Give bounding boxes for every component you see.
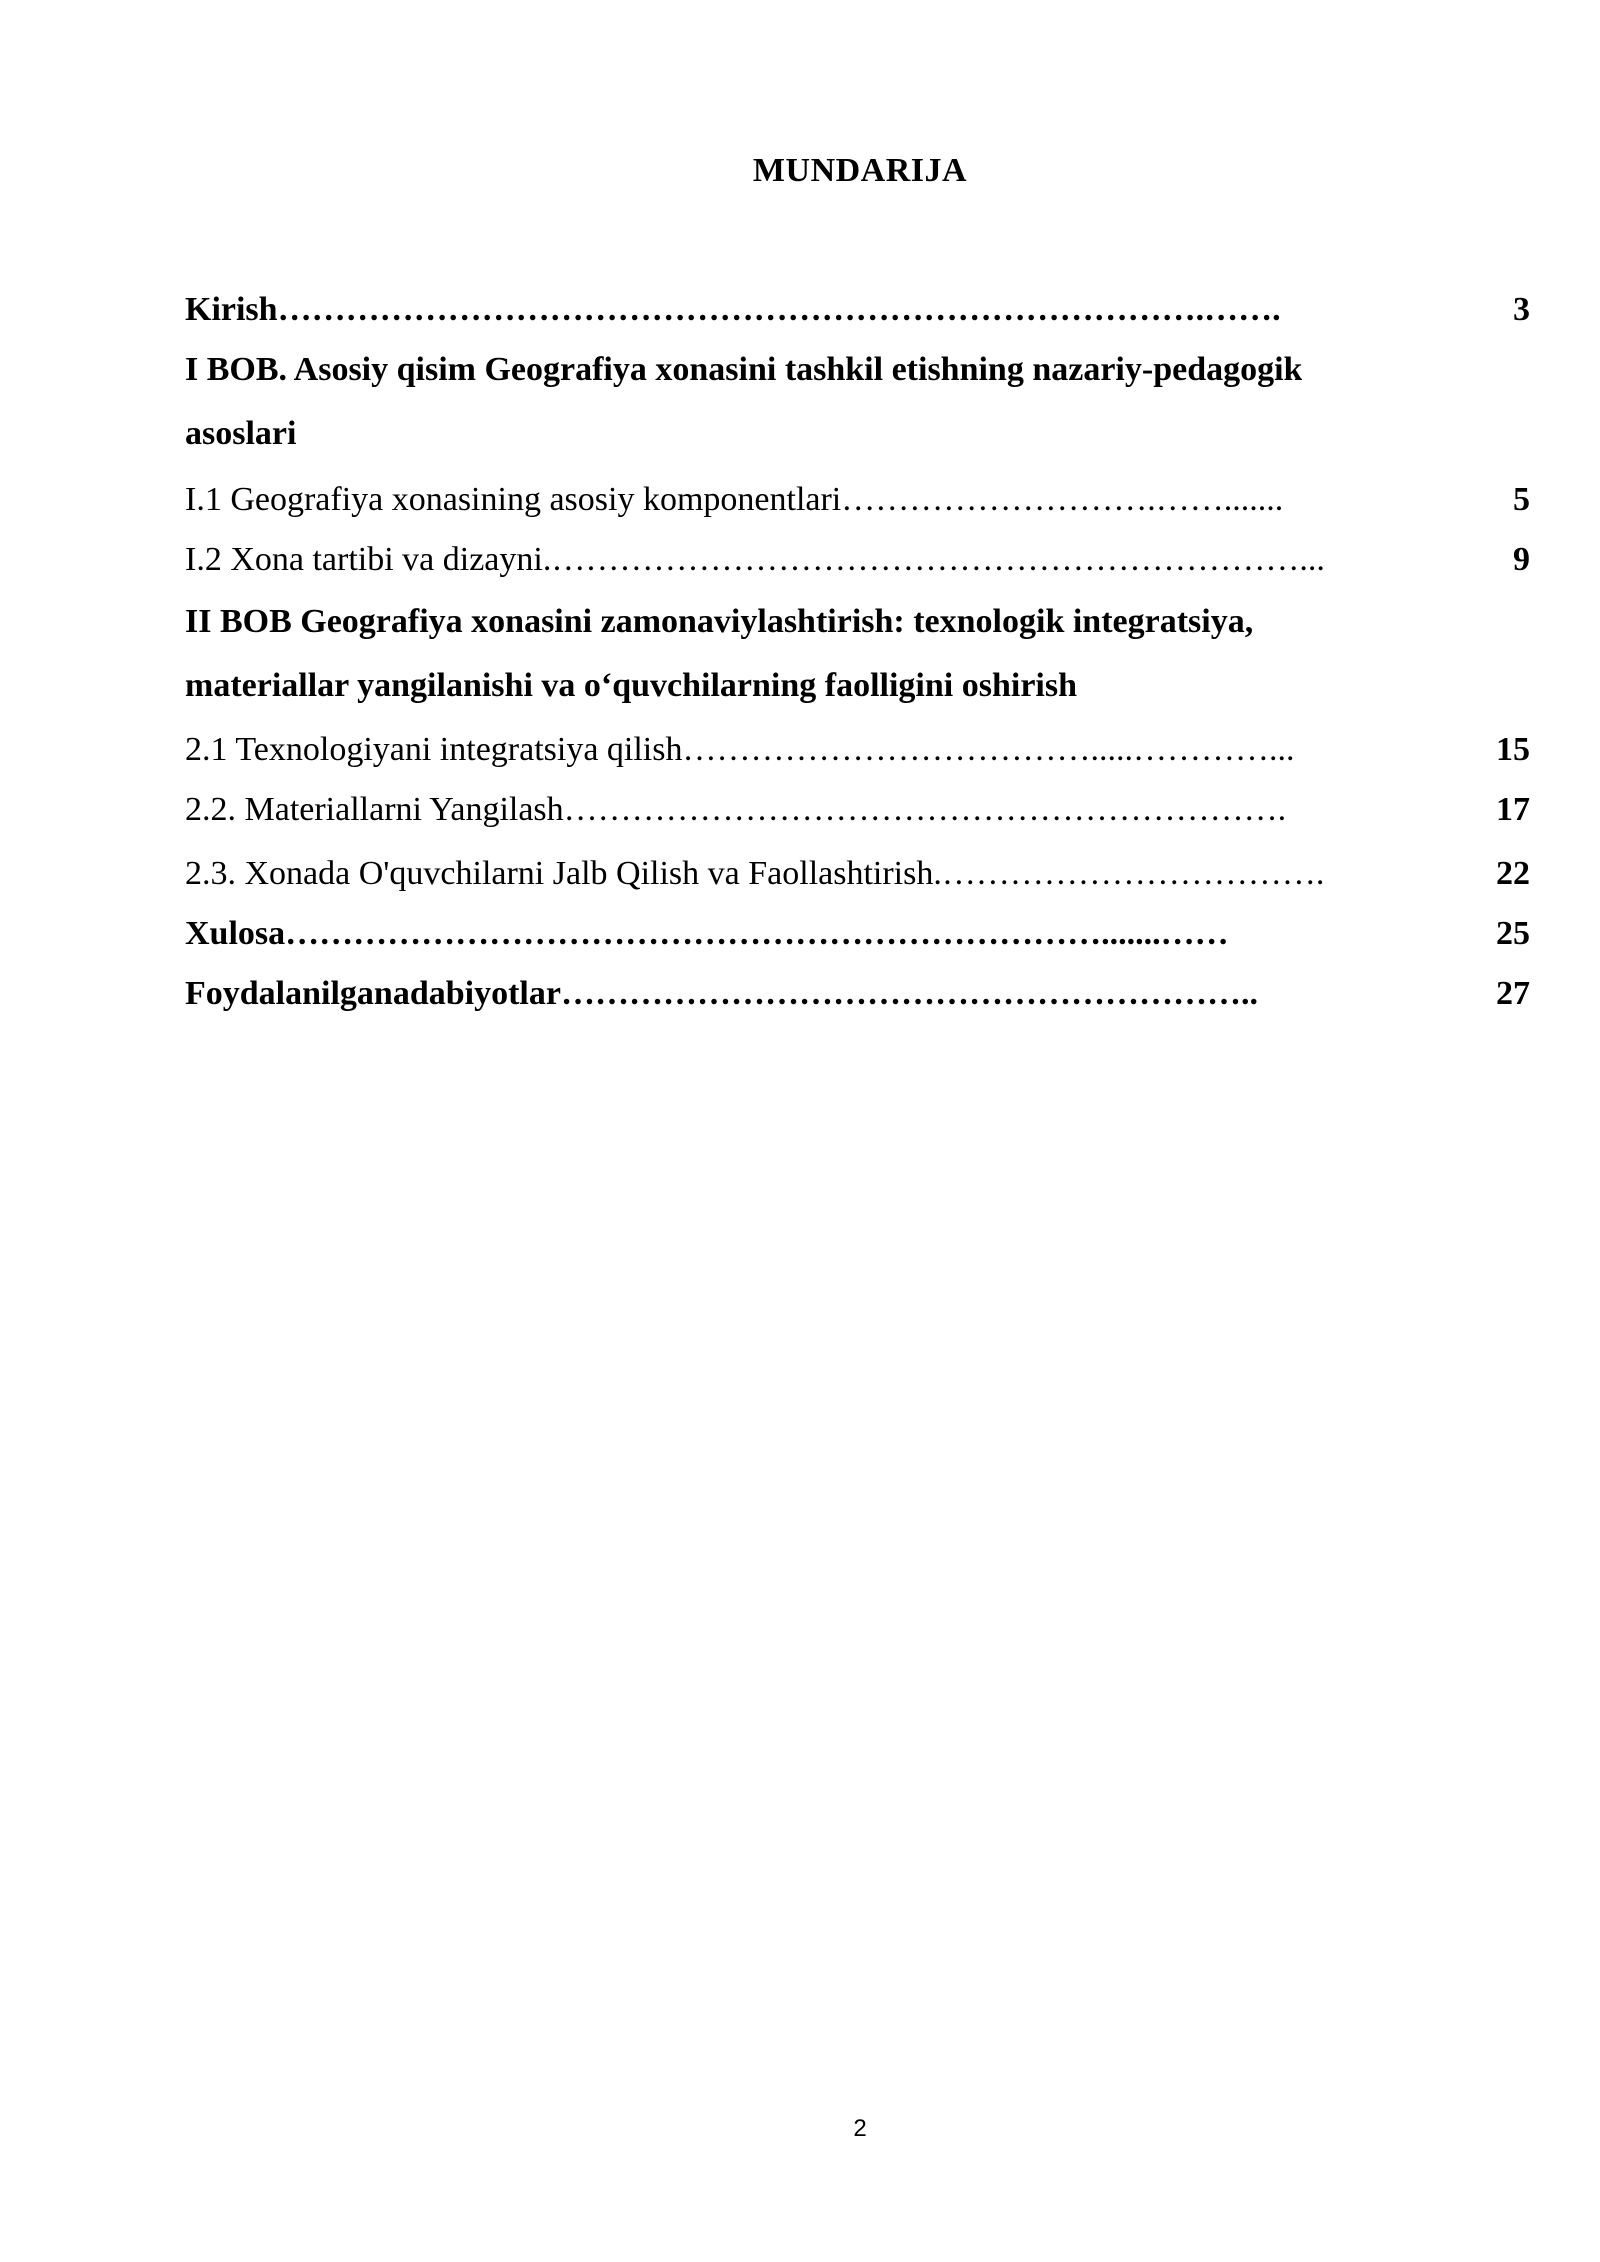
toc-entry-label: asoslari — [185, 415, 297, 452]
toc-entry-label: Foydalanilganadabiyotlar — [185, 975, 561, 1012]
toc-entry-references[interactable] — [185, 974, 1530, 1014]
toc-leader-dots: …………………………………………………………... — [551, 541, 1325, 578]
toc-leader-dots: ……………………………………………………………………….……. — [277, 291, 1281, 328]
toc-entry-chapter-2[interactable] — [185, 602, 1530, 642]
toc-entry-chapter-1-cont[interactable] — [185, 414, 1530, 454]
toc-entry-label: I.2 Xona tartibi va dizayni. — [185, 541, 552, 578]
toc-leader-dots: …………………………………………………….. — [560, 975, 1258, 1012]
toc-page-number: 15 — [1496, 731, 1530, 768]
toc-entry-chapter-1[interactable] — [185, 350, 1530, 390]
toc-entry-label: I BOB. Asosiy qisim Geografiya xonasini tashkil etishning nazariy-pedagogik — [185, 351, 1303, 388]
toc-entry-label: I.1 Geografiya xonasining asosiy komponentlari — [185, 481, 842, 518]
toc-page-number: 17 — [1496, 791, 1530, 828]
toc-entry-label: Kirish — [185, 291, 278, 328]
toc-entry-section-1-2[interactable] — [185, 540, 1530, 580]
toc-page-number: 22 — [1496, 855, 1530, 892]
toc-page-number: 5 — [1513, 481, 1530, 518]
toc-page-number: 25 — [1496, 915, 1530, 952]
toc-entry-section-1-1[interactable] — [185, 480, 1530, 520]
toc-entry-xulosa[interactable] — [185, 914, 1530, 954]
toc-title: MUNDARIJA — [752, 152, 968, 189]
toc-leader-dots: ……………………….……....... — [841, 481, 1284, 518]
toc-entry-section-2-3[interactable] — [185, 854, 1530, 894]
toc-entry-chapter-2-cont[interactable] — [185, 666, 1530, 706]
toc-page-number: 27 — [1496, 975, 1530, 1012]
toc-entry-label: 2.3. Xonada O'quvchilarni Jalb Qilish va Faollashtirish. — [185, 855, 942, 892]
page-number: 2 — [853, 2115, 867, 2142]
toc-leader-dots: ………………………………………………………. — [563, 791, 1287, 828]
toc-entry-section-2-1[interactable] — [185, 730, 1530, 770]
toc-leader-dots: ……………………………. — [941, 855, 1325, 892]
toc-entry-label: 2.1 Texnologiyani integratsiya qilish — [185, 731, 683, 768]
toc-page-number: 9 — [1513, 541, 1530, 578]
toc-leader-dots: ……………………………….....…………... — [682, 731, 1295, 768]
toc-leader-dots: ……………………………………………………………….......…… — [285, 915, 1229, 952]
toc-entry-label: materiallar yangilanishi va o‘quvchilarning faolligini oshirish — [185, 667, 1078, 704]
toc-page-number: 3 — [1513, 291, 1530, 328]
toc-entry-label: Xulosa — [185, 915, 286, 952]
toc-entry-section-2-2[interactable] — [185, 790, 1530, 830]
toc-entry-label: II BOB Geografiya xonasini zamonaviylashtirish: texnologik integratsiya, — [185, 603, 1254, 640]
toc-entry-kirish[interactable] — [185, 290, 1530, 330]
toc-entry-label: 2.2. Materiallarni Yangilash — [185, 791, 564, 828]
